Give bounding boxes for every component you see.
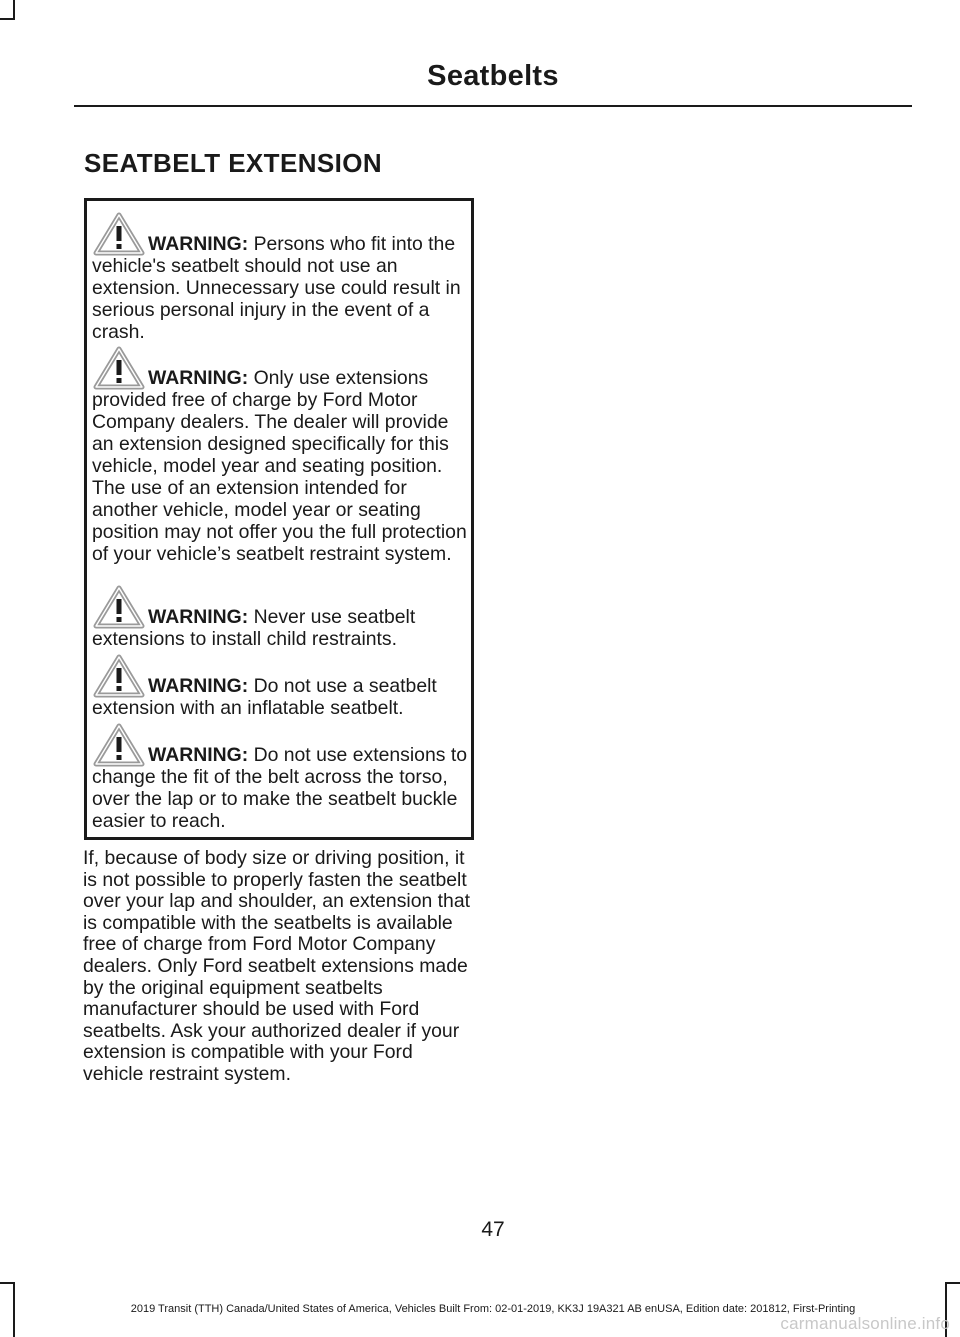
warning-triangle-icon [92, 653, 146, 701]
crop-mark-bottom-right [945, 1282, 960, 1284]
crop-mark-top-left [13, 0, 15, 20]
warning-text: Only use extensions provided free of charge by Ford Motor Company dealers. The dealer will provide an extension designed specifically for this vehicle, model year and seating position. The use of an extension intended for another vehicle, model year or seating position may not offer you the full protection of your vehicle’s seatbelt restraint system. [92, 367, 467, 565]
warning-paragraph [92, 345, 468, 565]
warnings-box [84, 198, 474, 840]
warning-text: Do not use extensions to change the fit of the belt across the torso, over the lap or to make the seatbelt buckle easier to reach. [92, 744, 467, 832]
warning-triangle-icon [92, 345, 146, 393]
warning-text: Do not use a seatbelt extension with an inflatable seatbelt. [92, 675, 437, 719]
footer-edition-info: 2019 Transit (TTH) Canada/United States of America, Vehicles Built From: 02-01-2019, KK3J 19A321 AB enUSA, Edition date: 201812, First-Printing [130, 1303, 856, 1315]
warning-paragraph [92, 584, 468, 650]
warning-text: Never use seatbelt extensions to install child restraints. [92, 606, 416, 650]
warning-label: WARNING: [148, 675, 249, 697]
warning-4 [92, 653, 468, 719]
header-rule [74, 105, 912, 107]
warning-label: WARNING: [148, 367, 249, 389]
warning-triangle-icon [92, 211, 146, 259]
page-number: 47 [481, 1218, 505, 1241]
warning-label: WARNING: [148, 744, 249, 766]
body-paragraph: If, because of body size or driving position, it is not possible to properly fasten the seatbelt over your lap and shoulder, an extension that is compatible with the seatbelts is available free of charge from Ford Motor Company dealers. Only Ford seatbelt extensions made by the original equipment seatbelts manufacturer should be used with Ford seatbelts. Ask your authorized dealer if your extension is compatible with your Ford vehicle restraint system. [83, 847, 470, 1085]
warning-label: WARNING: [148, 233, 249, 255]
crop-mark-top-left [0, 18, 15, 20]
warning-label: WARNING: [148, 606, 249, 628]
warning-3 [92, 584, 468, 650]
warning-paragraph [92, 211, 468, 343]
warning-5 [92, 722, 468, 832]
warning-text: Persons who fit into the vehicle's seatbelt should not use an extension. Unnecessary use could result in serious personal injury in the event of a crash. [92, 233, 461, 343]
section-title: SEATBELT EXTENSION [84, 148, 383, 178]
watermark: carmanualsonline.info [780, 1314, 950, 1333]
warning-paragraph [92, 722, 468, 832]
crop-mark-bottom-left [0, 1282, 15, 1284]
warning-2 [92, 345, 468, 565]
warning-triangle-icon [92, 722, 146, 770]
warning-triangle-icon [92, 584, 146, 632]
warning-paragraph [92, 653, 468, 719]
warning-1 [92, 211, 468, 343]
running-header: Seatbelts [427, 60, 559, 92]
